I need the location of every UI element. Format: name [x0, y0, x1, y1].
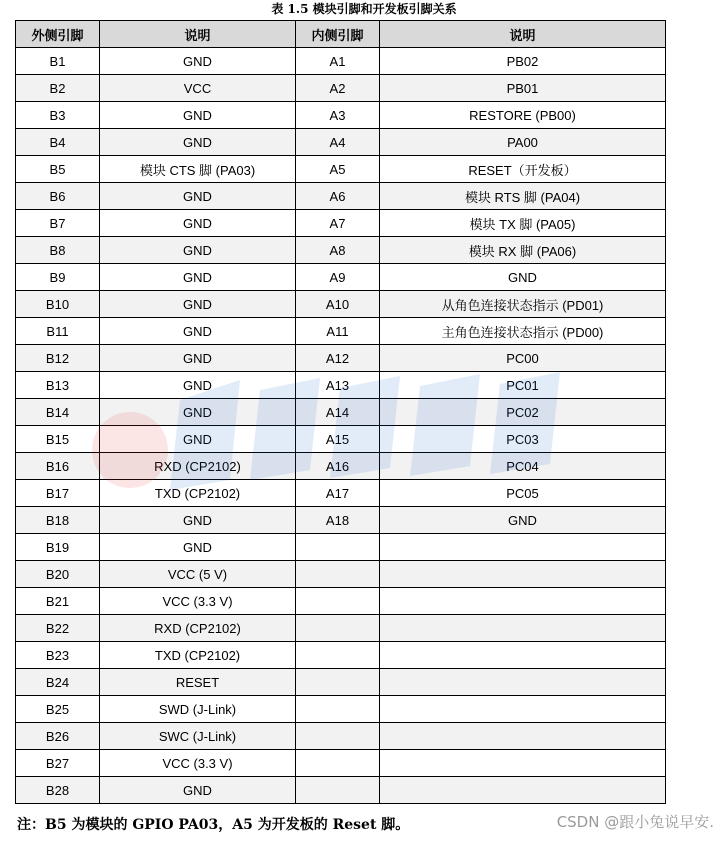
outer-pin-cell: B14: [16, 399, 100, 426]
outer-pin-cell: B3: [16, 102, 100, 129]
table-row: [16, 102, 666, 129]
inner-description-cell: PB02: [380, 48, 666, 75]
outer-pin-cell: B5: [16, 156, 100, 183]
outer-pin-cell: B4: [16, 129, 100, 156]
table-row: [16, 777, 666, 804]
outer-description-cell: VCC (5 V): [100, 561, 296, 588]
header-outer-description: 说明: [100, 21, 296, 48]
outer-description-cell: TXD (CP2102): [100, 642, 296, 669]
inner-pin-cell: [296, 669, 380, 696]
inner-pin-cell: A9: [296, 264, 380, 291]
inner-pin-cell: [296, 588, 380, 615]
table-row: [16, 318, 666, 345]
inner-description-cell: GND: [380, 507, 666, 534]
outer-description-cell: RXD (CP2102): [100, 615, 296, 642]
outer-description-cell: VCC (3.3 V): [100, 588, 296, 615]
outer-pin-cell: B12: [16, 345, 100, 372]
inner-description-cell: 从角色连接状态指示 (PD01): [380, 291, 666, 318]
inner-pin-cell: A18: [296, 507, 380, 534]
outer-pin-cell: B23: [16, 642, 100, 669]
table-row: [16, 696, 666, 723]
outer-description-cell: VCC: [100, 75, 296, 102]
inner-description-cell: PC04: [380, 453, 666, 480]
table-row: [16, 156, 666, 183]
table-row: [16, 588, 666, 615]
table-row: [16, 723, 666, 750]
table-row: [16, 264, 666, 291]
inner-description-cell: PC05: [380, 480, 666, 507]
inner-pin-cell: A15: [296, 426, 380, 453]
inner-description-cell: [380, 723, 666, 750]
table-row: [16, 210, 666, 237]
inner-pin-cell: A4: [296, 129, 380, 156]
outer-description-cell: GND: [100, 534, 296, 561]
outer-pin-cell: B11: [16, 318, 100, 345]
inner-pin-cell: [296, 615, 380, 642]
outer-pin-cell: B13: [16, 372, 100, 399]
outer-description-cell: GND: [100, 399, 296, 426]
outer-description-cell: GND: [100, 210, 296, 237]
inner-pin-cell: A7: [296, 210, 380, 237]
inner-description-cell: 模块 RX 脚 (PA06): [380, 237, 666, 264]
inner-pin-cell: A1: [296, 48, 380, 75]
inner-description-cell: GND: [380, 264, 666, 291]
inner-pin-cell: [296, 696, 380, 723]
header-inner-pin: 内侧引脚: [296, 21, 380, 48]
inner-description-cell: [380, 669, 666, 696]
table-row: [16, 669, 666, 696]
outer-description-cell: GND: [100, 507, 296, 534]
outer-pin-cell: B18: [16, 507, 100, 534]
table-caption: 表 1.5 模块引脚和开发板引脚关系: [271, 2, 457, 16]
table-row: [16, 534, 666, 561]
outer-pin-cell: B19: [16, 534, 100, 561]
outer-pin-cell: B17: [16, 480, 100, 507]
outer-description-cell: GND: [100, 48, 296, 75]
outer-pin-cell: B2: [16, 75, 100, 102]
inner-pin-cell: A8: [296, 237, 380, 264]
table-row: [16, 561, 666, 588]
outer-pin-cell: B7: [16, 210, 100, 237]
outer-description-cell: GND: [100, 102, 296, 129]
inner-description-cell: RESTORE (PB00): [380, 102, 666, 129]
header-outer-pin: 外侧引脚: [16, 21, 100, 48]
watermark-credit: CSDN @跟小兔说早安.: [556, 813, 714, 831]
outer-description-cell: GND: [100, 345, 296, 372]
table-row: [16, 615, 666, 642]
outer-pin-cell: B28: [16, 777, 100, 804]
outer-pin-cell: B20: [16, 561, 100, 588]
inner-pin-cell: A16: [296, 453, 380, 480]
outer-pin-cell: B25: [16, 696, 100, 723]
inner-pin-cell: A17: [296, 480, 380, 507]
table-row: [16, 453, 666, 480]
outer-description-cell: RXD (CP2102): [100, 453, 296, 480]
outer-pin-cell: B22: [16, 615, 100, 642]
table-body: [16, 48, 666, 804]
inner-pin-cell: A14: [296, 399, 380, 426]
outer-pin-cell: B6: [16, 183, 100, 210]
outer-description-cell: VCC (3.3 V): [100, 750, 296, 777]
outer-pin-cell: B10: [16, 291, 100, 318]
outer-description-cell: GND: [100, 237, 296, 264]
inner-description-cell: PC01: [380, 372, 666, 399]
inner-pin-cell: A11: [296, 318, 380, 345]
inner-description-cell: [380, 750, 666, 777]
footnote: 注：B5 为模块的 GPIO PA03，A5 为开发板的 Reset 脚。: [17, 817, 410, 833]
table-row: [16, 48, 666, 75]
inner-pin-cell: [296, 561, 380, 588]
table-row: [16, 426, 666, 453]
inner-pin-cell: [296, 642, 380, 669]
inner-pin-cell: [296, 723, 380, 750]
outer-description-cell: TXD (CP2102): [100, 480, 296, 507]
outer-pin-cell: B27: [16, 750, 100, 777]
inner-pin-cell: [296, 534, 380, 561]
inner-description-cell: PC02: [380, 399, 666, 426]
outer-pin-cell: B1: [16, 48, 100, 75]
inner-description-cell: [380, 642, 666, 669]
inner-description-cell: [380, 534, 666, 561]
outer-description-cell: GND: [100, 129, 296, 156]
outer-pin-cell: B15: [16, 426, 100, 453]
inner-pin-cell: A6: [296, 183, 380, 210]
outer-description-cell: GND: [100, 291, 296, 318]
inner-pin-cell: [296, 750, 380, 777]
outer-description-cell: GND: [100, 183, 296, 210]
inner-pin-cell: A12: [296, 345, 380, 372]
inner-description-cell: PC03: [380, 426, 666, 453]
inner-description-cell: PC00: [380, 345, 666, 372]
table-row: [16, 237, 666, 264]
outer-pin-cell: B24: [16, 669, 100, 696]
table-row: [16, 372, 666, 399]
inner-description-cell: [380, 777, 666, 804]
inner-pin-cell: [296, 777, 380, 804]
inner-description-cell: [380, 561, 666, 588]
inner-description-cell: PB01: [380, 75, 666, 102]
inner-description-cell: [380, 615, 666, 642]
table-row: [16, 642, 666, 669]
table-row: [16, 399, 666, 426]
inner-description-cell: 模块 RTS 脚 (PA04): [380, 183, 666, 210]
table-header-row: [16, 21, 666, 48]
inner-description-cell: [380, 696, 666, 723]
table-row: [16, 345, 666, 372]
outer-description-cell: GND: [100, 777, 296, 804]
table-row: [16, 183, 666, 210]
inner-pin-cell: A10: [296, 291, 380, 318]
outer-pin-cell: B21: [16, 588, 100, 615]
outer-description-cell: GND: [100, 426, 296, 453]
table-row: [16, 507, 666, 534]
inner-description-cell: RESET（开发板）: [380, 156, 666, 183]
outer-description-cell: 模块 CTS 脚 (PA03): [100, 156, 296, 183]
inner-pin-cell: A3: [296, 102, 380, 129]
inner-description-cell: PA00: [380, 129, 666, 156]
outer-pin-cell: B8: [16, 237, 100, 264]
outer-description-cell: SWC (J-Link): [100, 723, 296, 750]
outer-description-cell: GND: [100, 318, 296, 345]
inner-description-cell: 主角色连接状态指示 (PD00): [380, 318, 666, 345]
outer-description-cell: SWD (J-Link): [100, 696, 296, 723]
header-inner-description: 说明: [380, 21, 666, 48]
table-row: [16, 480, 666, 507]
outer-pin-cell: B9: [16, 264, 100, 291]
inner-pin-cell: A5: [296, 156, 380, 183]
inner-description-cell: [380, 588, 666, 615]
inner-pin-cell: A13: [296, 372, 380, 399]
outer-pin-cell: B26: [16, 723, 100, 750]
outer-description-cell: GND: [100, 372, 296, 399]
table-row: [16, 750, 666, 777]
outer-pin-cell: B16: [16, 453, 100, 480]
inner-description-cell: 模块 TX 脚 (PA05): [380, 210, 666, 237]
table-row: [16, 75, 666, 102]
table-row: [16, 291, 666, 318]
pin-table: [15, 20, 666, 804]
inner-pin-cell: A2: [296, 75, 380, 102]
outer-description-cell: GND: [100, 264, 296, 291]
table-row: [16, 129, 666, 156]
outer-description-cell: RESET: [100, 669, 296, 696]
